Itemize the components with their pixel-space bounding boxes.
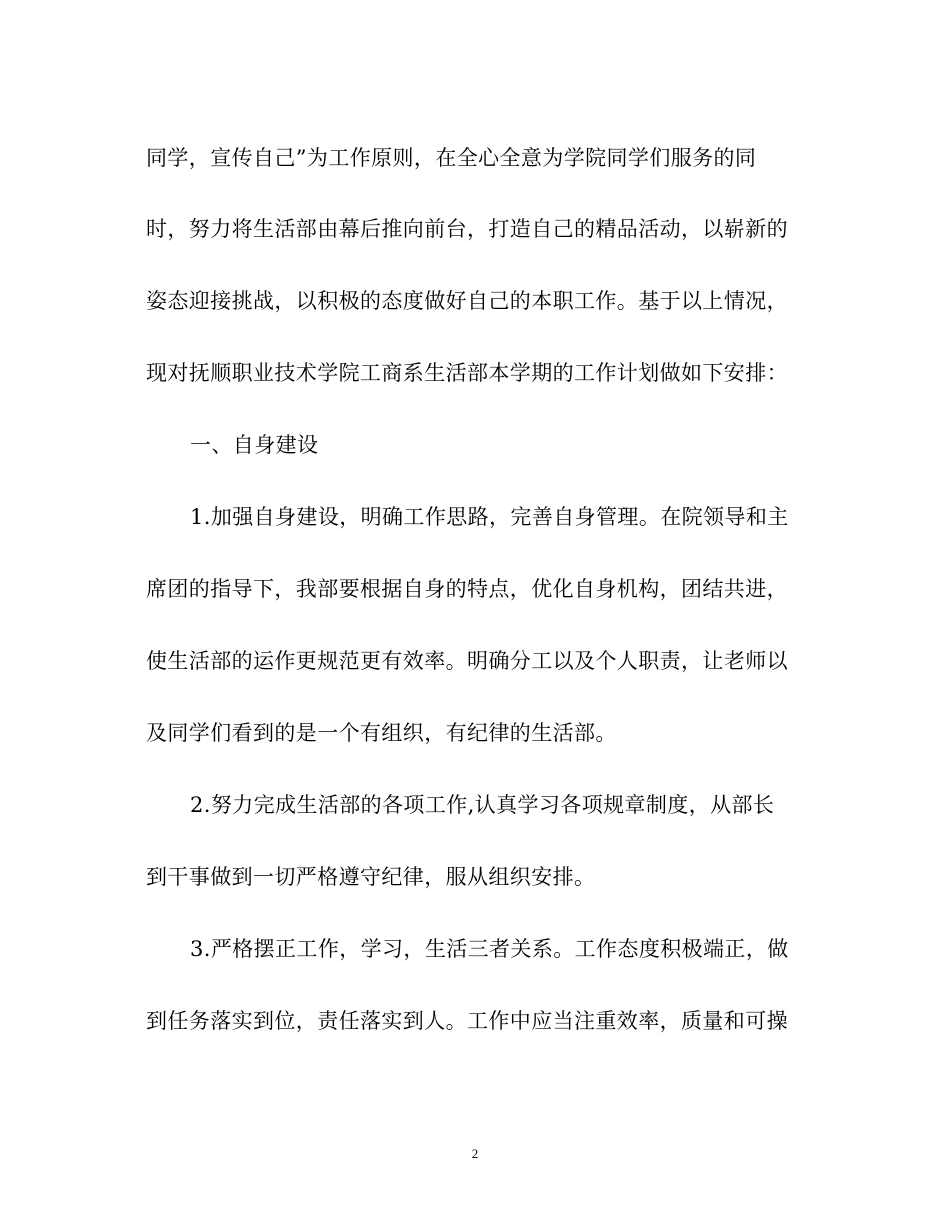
text-line-9: 及同学们看到的是一个有组织，有纪律的生活部。 <box>146 721 617 745</box>
text-line-3: 姿态迎接挑战，以积极的态度做好自己的本职工作。基于以上情况， <box>146 289 788 313</box>
page-number: 2 <box>471 1146 479 1161</box>
text-line-7: 席团的指导下，我部要根据自身的特点，优化自身机构，团结共进， <box>146 577 788 601</box>
section-heading: 一、自身建设 <box>190 433 319 457</box>
text-line-10: 2.努力完成生活部的各项工作,认真学习各项规章制度，从部长 <box>190 793 775 817</box>
text-line-2: 时，努力将生活部由幕后推向前台，打造自己的精品活动，以崭新的 <box>146 217 788 241</box>
text-line-12: 3.严格摆正工作，学习，生活三者关系。工作态度积极端正，做 <box>190 937 789 961</box>
text-line-8: 使生活部的运作更规范更有效率。明确分工以及个人职责，让老师以 <box>146 649 788 673</box>
text-line-1: 同学，宣传自己”为工作原则，在全心全意为学院同学们服务的同 <box>146 146 757 170</box>
text-line-4: 现对抚顺职业技术学院工商系生活部本学期的工作计划做如下安排： <box>146 361 788 385</box>
text-line-6: 1.加强自身建设，明确工作思路，完善自身管理。在院领导和主 <box>190 505 789 529</box>
text-line-11: 到干事做到一切严格遵守纪律，服从组织安排。 <box>146 865 596 889</box>
text-line-13: 到任务落实到位，责任落实到人。工作中应当注重效率，质量和可操 <box>146 1009 788 1033</box>
